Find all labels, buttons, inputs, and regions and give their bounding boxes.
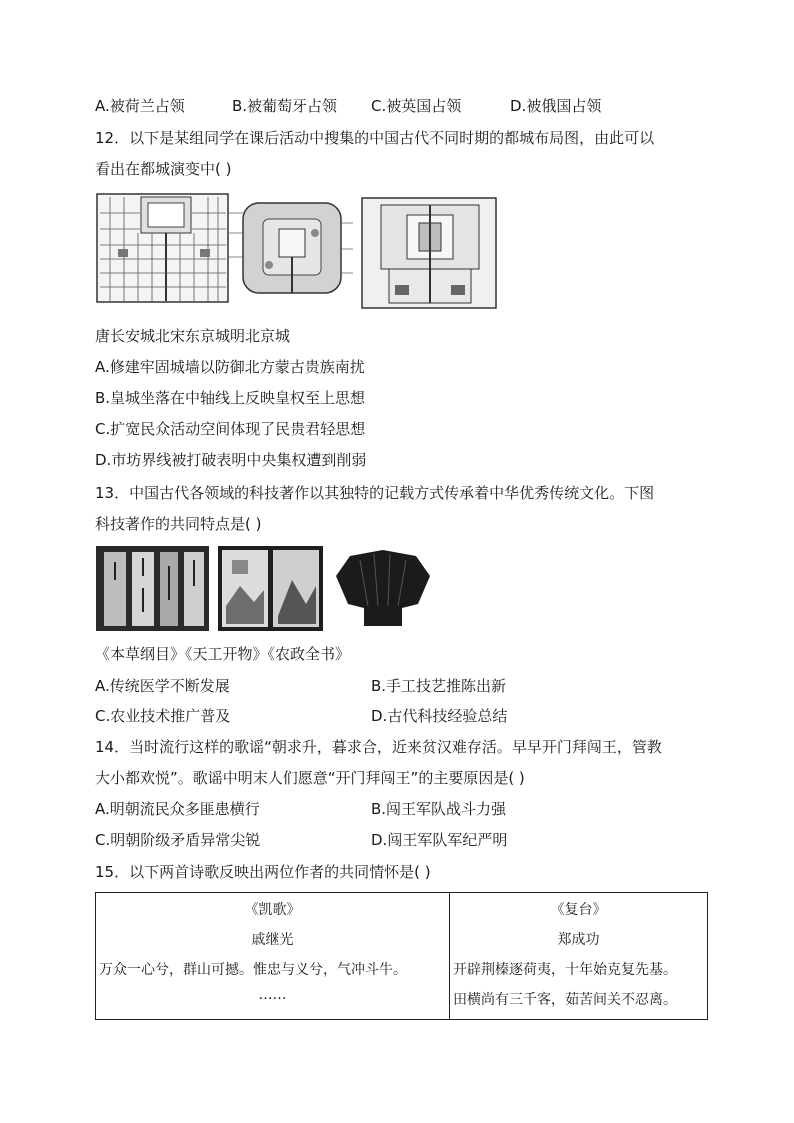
- q14-option-c: C.明朝阶级矛盾异常尖锐: [95, 831, 261, 849]
- tang-changan-city-map: [96, 193, 229, 303]
- q14-option-b: B.闯王军队战斗力强: [371, 800, 507, 818]
- nongzheng-quanshu-book-photo: [330, 546, 436, 631]
- q13-option-a: A.传统医学不断发展: [95, 677, 230, 695]
- q14-option-a: A.明朝流民众多匪患横行: [95, 800, 260, 818]
- q13-stem-line2: 科技著作的共同特点是( ): [95, 515, 262, 533]
- bencao-gangmu-book-photo: [96, 546, 209, 631]
- poem-kaige-author: 戚继光: [251, 932, 294, 948]
- q14-stem-line2: 大小都欢悦”。歌谣中明末人们愿意“开门拜闯王”的主要原因是( ): [95, 769, 525, 787]
- q15-stem: 15．以下两首诗歌反映出两位作者的共同情怀是( ): [95, 863, 431, 881]
- ming-beijing-city-map: [361, 197, 497, 309]
- q13-option-b: B.手工技艺推陈出新: [371, 677, 507, 695]
- tiangong-kaiwu-book-photo: [218, 546, 323, 631]
- q12-option-d: D.市坊界线被打破表明中央集权遭到削弱: [95, 451, 367, 469]
- poem-futai-title: 《复台》: [550, 902, 607, 918]
- q13-option-c: C.农业技术推广普及: [95, 707, 231, 725]
- poem-kaige-ellipsis: ……: [258, 987, 287, 1003]
- poem-kaige-cell: [96, 893, 450, 1020]
- poem-kaige-line1: 万众一心兮，群山可撼。惟忠与义兮，气冲斗牛。: [99, 962, 407, 978]
- poem-futai-line1: 开辟荆榛逐荷夷，十年始克复先基。: [453, 962, 677, 978]
- q12-option-c: C.扩宽民众活动空间体现了民贵君轻思想: [95, 420, 366, 438]
- q11-option-d: D.被俄国占领: [510, 97, 602, 115]
- poem-futai-line2: 田横尚有三千客，茹苦间关不忍离。: [453, 992, 677, 1008]
- song-dongjing-city-map: [229, 193, 353, 303]
- q12-option-b: B.皇城坐落在中轴线上反映皇权至上思想: [95, 389, 366, 407]
- q12-stem-line1: 12．以下是某组同学在课后活动中搜集的中国古代不同时期的都城布局图，由此可以: [95, 129, 655, 147]
- q13-option-d: D.古代科技经验总结: [371, 707, 508, 725]
- q12-stem-line2: 看出在都城演变中( ): [95, 160, 232, 178]
- poem-futai-cell: [450, 893, 708, 1020]
- q13-stem-line1: 13．中国古代各领域的科技著作以其独特的记载方式传承着中华优秀传统文化。下图: [95, 484, 655, 502]
- q12-figure-caption: 唐长安城北宋东京城明北京城: [95, 327, 291, 345]
- poems-table: [95, 892, 708, 1020]
- q14-option-d: D.闯王军队军纪严明: [371, 831, 508, 849]
- q11-option-c: C.被英国占领: [371, 97, 462, 115]
- q11-option-b: B.被葡萄牙占领: [232, 97, 338, 115]
- poem-futai-author: 郑成功: [557, 932, 600, 948]
- q14-stem-line1: 14．当时流行这样的歌谣“朝求升，暮求合，近来贫汉难存活。早早开门拜闯王，管教: [95, 738, 662, 756]
- q11-option-a: A.被荷兰占领: [95, 97, 185, 115]
- q13-figure-caption: 《本草纲目》《天工开物》《农政全书》: [95, 645, 351, 663]
- poem-kaige-title: 《凯歌》: [244, 902, 301, 918]
- q12-option-a: A.修建牢固城墙以防御北方蒙古贵族南扰: [95, 358, 365, 376]
